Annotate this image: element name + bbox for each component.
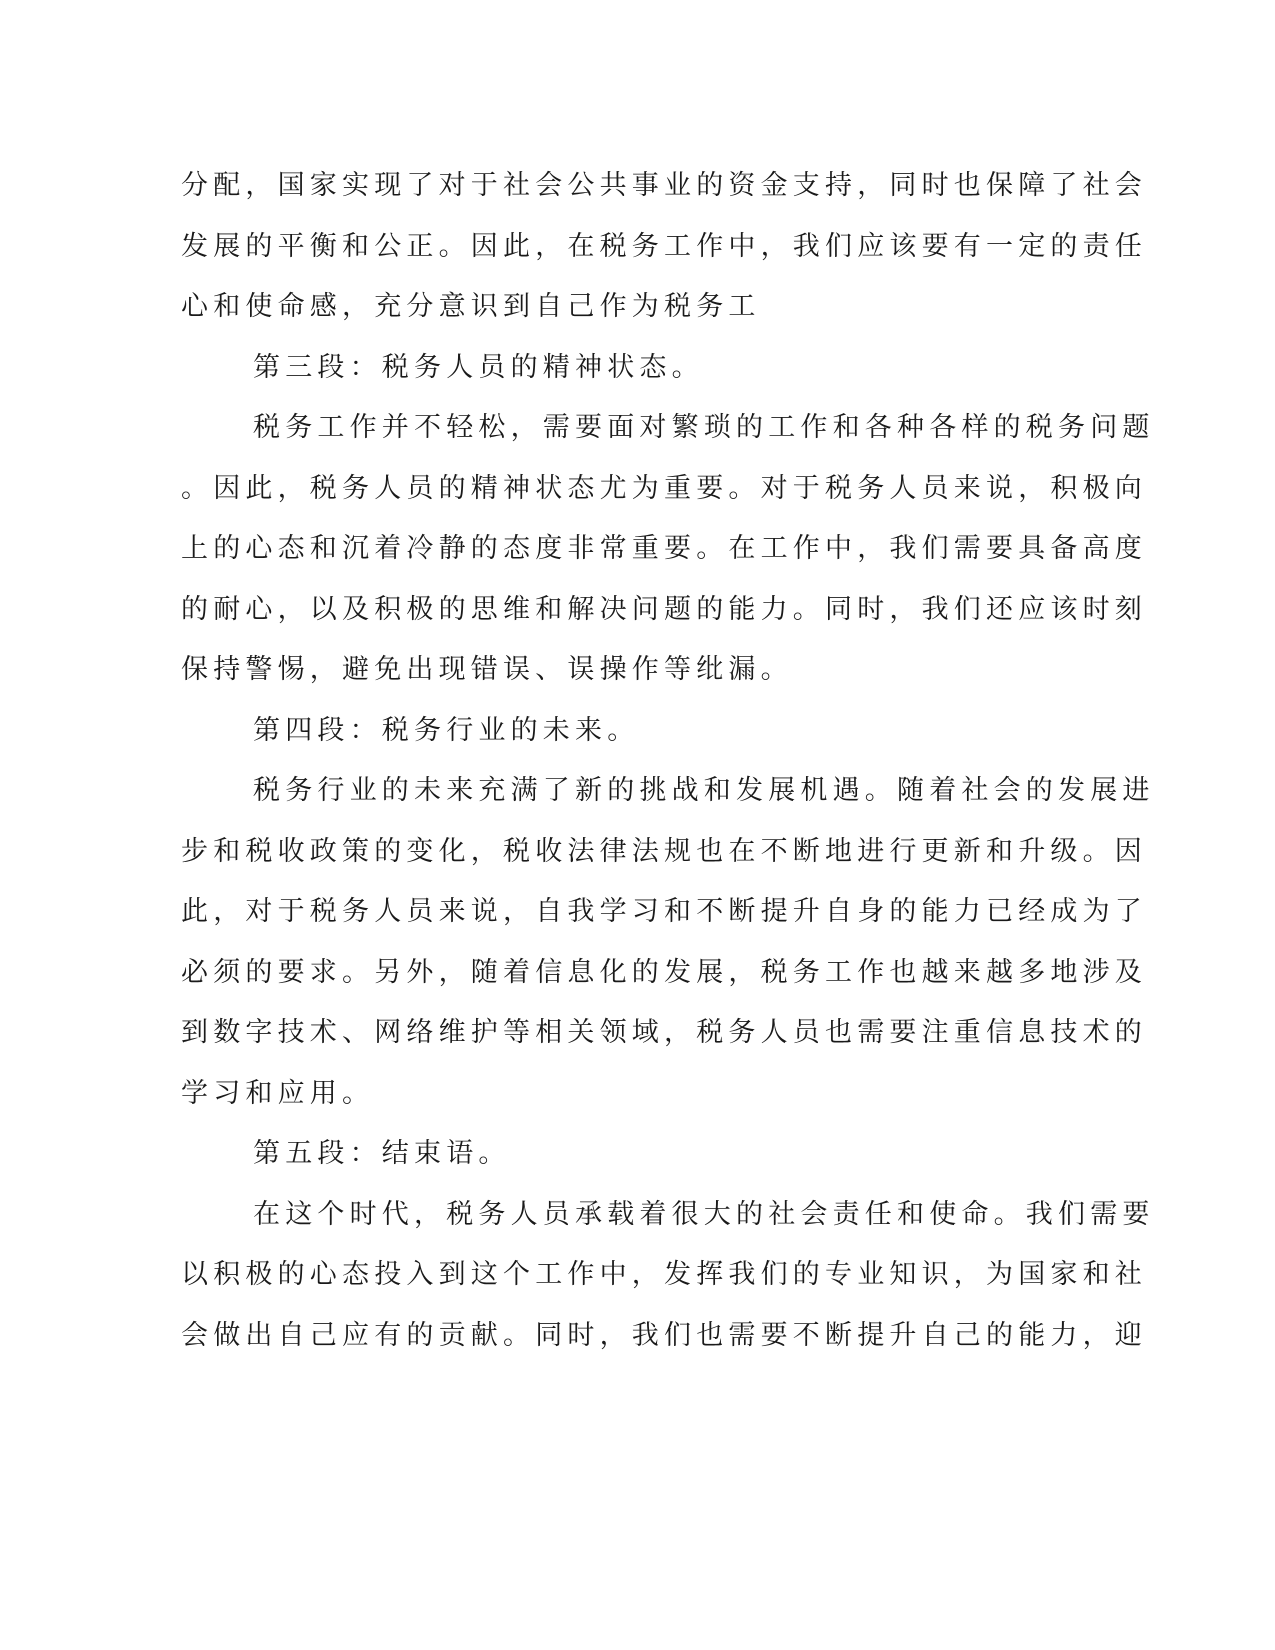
heading-line: 第四段：税务行业的未来。 xyxy=(253,714,640,746)
text-line: 的耐心，以及积极的思维和解决问题的能力。同时，我们还应该时刻 xyxy=(181,593,1147,625)
text-line: 。因此，税务人员的精神状态尤为重要。对于税务人员来说，积极向 xyxy=(181,472,1147,504)
text-line: 到数字技术、网络维护等相关领域，税务人员也需要注重信息技术的 xyxy=(181,1017,1147,1048)
text-line: 以积极的心态投入到这个工作中，发挥我们的专业知识，为国家和社 xyxy=(181,1259,1147,1290)
text-line: 税务行业的未来充满了新的挑战和发展机遇。随着社会的发展进 xyxy=(253,775,1155,806)
heading-line: 第三段：税务人员的精神状态。 xyxy=(253,351,704,383)
paragraph-conclusion xyxy=(181,1185,1155,1367)
section-heading-5 xyxy=(181,1124,1041,1185)
text-line: 必须的要求。另外，随着信息化的发展，税务工作也越来越多地涉及 xyxy=(181,956,1147,988)
text-line: 上的心态和沉着冷静的态度非常重要。在工作中，我们需要具备高度 xyxy=(181,533,1147,564)
document-body xyxy=(181,156,1155,1366)
paragraph-continued xyxy=(181,156,1147,338)
text-line: 会做出自己应有的贡献。同时，我们也需要不断提升自己的能力，迎 xyxy=(181,1319,1147,1351)
text-line: 在这个时代，税务人员承载着很大的社会责任和使命。我们需要 xyxy=(253,1198,1155,1230)
text-line: 此，对于税务人员来说，自我学习和不断提升自身的能力已经成为了 xyxy=(181,896,1147,927)
section-heading-3 xyxy=(181,338,1041,399)
text-line: 步和税收政策的变化，税收法律法规也在不断地进行更新和升级。因 xyxy=(181,835,1147,867)
text-line: 税务工作并不轻松，需要面对繁琐的工作和各种各样的税务问题 xyxy=(253,412,1155,443)
text-line: 分配，国家实现了对于社会公共事业的资金支持，同时也保障了社会 xyxy=(181,170,1147,201)
paragraph-mental-state xyxy=(181,398,1155,701)
text-line: 发展的平衡和公正。因此，在税务工作中，我们应该要有一定的责任 xyxy=(181,230,1147,262)
text-line: 学习和应用。 xyxy=(181,1077,375,1109)
paragraph-future xyxy=(181,761,1155,1124)
text-line: 保持警惕，避免出现错误、误操作等纰漏。 xyxy=(181,654,793,685)
text-line: 心和使命感，充分意识到自己作为税务工 xyxy=(181,291,761,322)
heading-line: 第五段：结束语。 xyxy=(253,1138,511,1169)
section-heading-4 xyxy=(181,701,1041,762)
